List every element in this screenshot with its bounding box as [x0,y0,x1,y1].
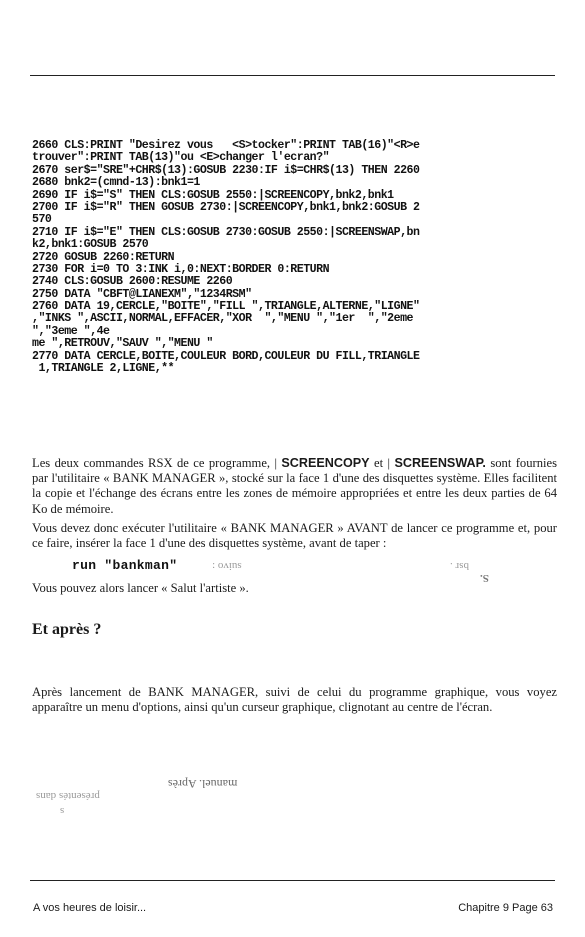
bleed-through-text: S. [480,572,489,584]
bottom-rule [30,880,555,881]
screenswap-command: SCREENSWAP. [394,456,486,470]
footer-page-number: Chapitre 9 Page 63 [458,902,553,914]
code-line: 2690 IF i$="S" THEN CLS:GOSUB 2550:|SCREENCOPY,bnk2,bnk1 [32,188,394,202]
bank-manager-paragraph: Vous devez donc exécuter l'utilitaire « BANK MANAGER » AVANT de lancer ce programme et, pour ce faire, insérer la face 1 d'une des disquettes système, avant de taper : [32,521,557,551]
code-line: 570 [32,213,52,227]
code-line: 2730 FOR i=0 TO 3:INK i,0:NEXT:BORDER 0:RETURN [32,262,330,276]
code-line: ,"INKS ",ASCII,NORMAL,EFFACER,"XOR ","MENU ","1er ","2eme [32,312,413,326]
code-line: me ",RETROUV,"SAUV ","MENU " [32,337,213,351]
code-line: 2770 DATA CERCLE,BOITE,COULEUR BORD,COULEUR DU FILL,TRIANGLE [32,349,420,363]
code-line: 2760 DATA 19,CERCLE,"BOITE","FILL ",TRIANGLE,ALTERNE,"LIGNE" [32,300,420,314]
code-line: 2670 ser$="SRE"+CHR$(13):GOSUB 2230:IF i$=CHR$(13) THEN 2260 [32,163,420,177]
code-line: 2750 DATA "CBFT@LIANEXM","1234RSM" [32,287,252,301]
screencopy-command: SCREENCOPY [281,456,370,470]
code-line: 2720 GOSUB 2260:RETURN [32,250,175,264]
code-line: k2,bnk1:GOSUB 2570 [32,238,149,252]
basic-code-listing [32,140,557,375]
code-line: 2710 IF i$="E" THEN CLS:GOSUB 2730:GOSUB 2550:|SCREENSWAP,bn [32,225,420,239]
code-line: 2700 IF i$="R" THEN GOSUB 2730:|SCREENCOPY,bnk1,bnk2:GOSUB 2 [32,200,420,214]
code-line: 1,TRIANGLE 2,LIGNE,** [32,362,175,376]
code-line: 2660 CLS:PRINT "Desirez vous <S>tocker":PRINT TAB(16)"<R>e [32,139,420,152]
para1-text-a: Les deux commandes RSX de ce programme, | [32,456,282,470]
rsx-commands-paragraph [32,456,557,517]
top-rule [30,75,555,76]
after-launch-paragraph: Après lancement de BANK MANAGER, suivi de celui du programme graphique, vous voyez apparaître un menu d'options, ainsi qu'un curseur graphique, clignotant au centre de l'écran. [32,685,557,715]
bleed-through-text: suivo : [212,560,242,572]
para1-text-b: et | [369,456,395,470]
bleed-through-text: présentés dans [36,790,100,802]
code-line: ","3eme ",4e [32,324,110,338]
bleed-through-text: manuel. Après [168,777,238,791]
code-line: 2740 CLS:GOSUB 2600:RESUME 2260 [32,275,233,289]
run-command: run "bankman" [72,558,178,573]
code-line: 2680 bnk2=(cmnd-13):bnk1=1 [32,176,200,190]
footer-book-title: A vos heures de loisir... [33,902,147,914]
para1-text-c: sont fournies par l'utilitaire « BANK MANAGER », stocké sur la face 1 d'une des disquettes système. Elles facilitent la copie et l'échange des écrans entre les zones de mémoire appropriées et entre les deux parties de 64 Ko de mémoire. [32,456,557,516]
bleed-through-text: s [60,805,65,817]
bleed-through-text: bsr . [450,560,469,572]
launch-paragraph: Vous pouvez alors lancer « Salut l'artiste ». [32,581,249,595]
section-heading: Et après ? [32,621,102,638]
code-line: trouver":PRINT TAB(13)"ou <E>changer l'ecran?" [32,151,330,165]
